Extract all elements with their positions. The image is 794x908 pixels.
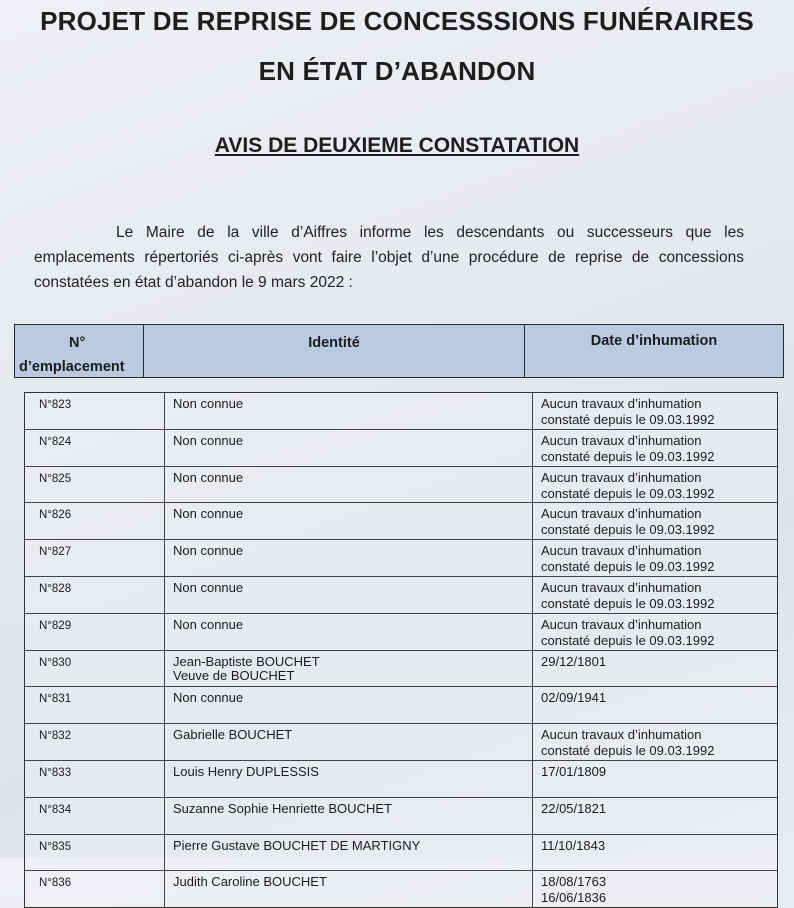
row-date <box>533 835 777 871</box>
header-number-line-1: N° <box>69 335 86 351</box>
row-identity-line-1: Judith Caroline BOUCHET <box>173 874 327 890</box>
row-date <box>533 871 777 907</box>
table-row <box>25 761 777 798</box>
row-identity-line-1: Non connue <box>173 506 244 522</box>
row-date-line-1: 02/09/1941 <box>541 690 607 706</box>
row-date <box>533 430 777 466</box>
row-date-line-2: 16/06/1836 <box>541 890 607 906</box>
table-row <box>25 577 777 614</box>
row-identity-line-1: Gabrielle BOUCHET <box>173 727 293 743</box>
row-number: N°823 <box>25 393 165 429</box>
row-identity-line-1: Jean-Baptiste BOUCHET <box>173 653 320 669</box>
row-number: N°831 <box>25 687 165 723</box>
row-date-line-2: constaté depuis le 09.03.1992 <box>541 522 715 538</box>
row-identity <box>165 835 533 871</box>
row-number: N°832 <box>25 724 165 760</box>
table-row <box>25 503 777 540</box>
row-date <box>533 687 777 723</box>
row-number: N°830 <box>25 651 165 687</box>
row-identity-line-1: Louis Henry DUPLESSIS <box>173 763 319 779</box>
row-date-line-1: Aucun travaux d’inhumation <box>541 432 702 448</box>
table-row <box>25 430 777 467</box>
row-date-line-1: Aucun travaux d’inhumation <box>541 543 702 559</box>
row-date <box>533 503 777 539</box>
row-identity <box>165 724 533 760</box>
row-date-line-2: constaté depuis le 09.03.1992 <box>541 485 715 501</box>
table-row <box>25 540 777 577</box>
row-date-line-1: 17/01/1809 <box>541 763 607 779</box>
row-date-line-2: constaté depuis le 09.03.1992 <box>541 559 715 575</box>
table-header <box>14 324 784 378</box>
title-line-2: EN ÉTAT D’ABANDON <box>258 56 536 86</box>
row-identity-line-1: Non connue <box>173 469 244 485</box>
row-date-line-1: 29/12/1801 <box>541 653 607 669</box>
row-number: N°834 <box>25 798 165 834</box>
table-row <box>25 393 777 430</box>
row-number: N°824 <box>25 430 165 466</box>
row-date-line-1: Aucun travaux d’inhumation <box>541 616 702 632</box>
row-date <box>533 651 777 687</box>
row-number: N°827 <box>25 540 165 576</box>
row-identity-line-1: Suzanne Sophie Henriette BOUCHET <box>173 800 392 816</box>
row-date <box>533 577 777 613</box>
row-date <box>533 761 777 797</box>
row-identity <box>165 761 533 797</box>
row-identity <box>165 798 533 834</box>
row-date-line-2: constaté depuis le 09.03.1992 <box>541 595 715 611</box>
row-identity-line-1: Non connue <box>173 432 244 448</box>
row-number: N°833 <box>25 761 165 797</box>
row-date <box>533 724 777 760</box>
row-date-line-2: constaté depuis le 09.03.1992 <box>541 448 715 464</box>
row-identity-line-1: Pierre Gustave BOUCHET DE MARTIGNY <box>173 837 421 853</box>
row-date-line-1: Aucun travaux d’inhumation <box>541 727 702 743</box>
row-identity <box>165 467 533 503</box>
row-date <box>533 393 777 429</box>
subtitle: AVIS DE DEUXIEME CONSTATATION <box>214 134 580 157</box>
header-number-line-2: d’emplacement <box>19 359 125 375</box>
table-row <box>25 687 777 724</box>
table-row <box>25 835 777 872</box>
row-number: N°835 <box>25 835 165 871</box>
header-identity: Identité <box>144 325 525 377</box>
row-date <box>533 614 777 650</box>
row-date-line-2: constaté depuis le 09.03.1992 <box>541 632 715 648</box>
concessions-table <box>24 392 778 908</box>
row-date <box>533 798 777 834</box>
row-identity <box>165 540 533 576</box>
intro-paragraph: Le Maire de la ville d’Aiffres informe les descendants ou successeurs que les emplacements répertoriés ci-après vont faire l’objet d’une procédure de reprise de concessions constatées en état d’abandon le 9 mars 2022 : <box>34 224 744 291</box>
row-identity <box>165 651 533 687</box>
row-number: N°826 <box>25 503 165 539</box>
row-identity-line-1: Non connue <box>173 690 244 706</box>
row-number: N°836 <box>25 871 165 907</box>
row-identity <box>165 393 533 429</box>
row-identity-line-1: Non connue <box>173 616 244 632</box>
table-row <box>25 724 777 761</box>
row-number: N°829 <box>25 614 165 650</box>
row-identity <box>165 614 533 650</box>
row-date-line-2: constaté depuis le 09.03.1992 <box>541 412 715 427</box>
row-date-line-1: Aucun travaux d’inhumation <box>541 396 702 411</box>
row-identity <box>165 577 533 613</box>
table-row <box>25 614 777 651</box>
row-date-line-1: 22/05/1821 <box>541 800 607 816</box>
title-line-1: PROJET DE REPRISE DE CONCESSSIONS FUNÉRAIRES <box>40 6 754 36</box>
row-number: N°828 <box>25 577 165 613</box>
table-row <box>25 651 777 688</box>
row-number: N°825 <box>25 467 165 503</box>
row-identity <box>165 871 533 907</box>
row-identity-line-1: Non connue <box>173 543 244 559</box>
row-identity <box>165 503 533 539</box>
row-identity-line-2: Veuve de BOUCHET <box>173 667 295 683</box>
table-row <box>25 467 777 504</box>
row-date <box>533 467 777 503</box>
header-date: Date d’inhumation <box>590 333 718 349</box>
row-date-line-1: Aucun travaux d’inhumation <box>541 469 702 485</box>
row-date-line-1: Aucun travaux d’inhumation <box>541 506 702 522</box>
row-date-line-1: 11/10/1843 <box>541 837 606 853</box>
row-identity-line-1: Non connue <box>173 579 244 595</box>
row-identity-line-1: Non connue <box>173 396 244 411</box>
table-row <box>25 798 777 835</box>
row-date-line-1: Aucun travaux d’inhumation <box>541 579 702 595</box>
row-identity <box>165 430 533 466</box>
row-date-line-2: constaté depuis le 09.03.1992 <box>541 743 715 759</box>
row-date-line-1: 18/08/1763 <box>541 874 607 890</box>
table-row <box>25 871 777 907</box>
row-identity <box>165 687 533 723</box>
row-date <box>533 540 777 576</box>
header-number <box>15 325 144 377</box>
